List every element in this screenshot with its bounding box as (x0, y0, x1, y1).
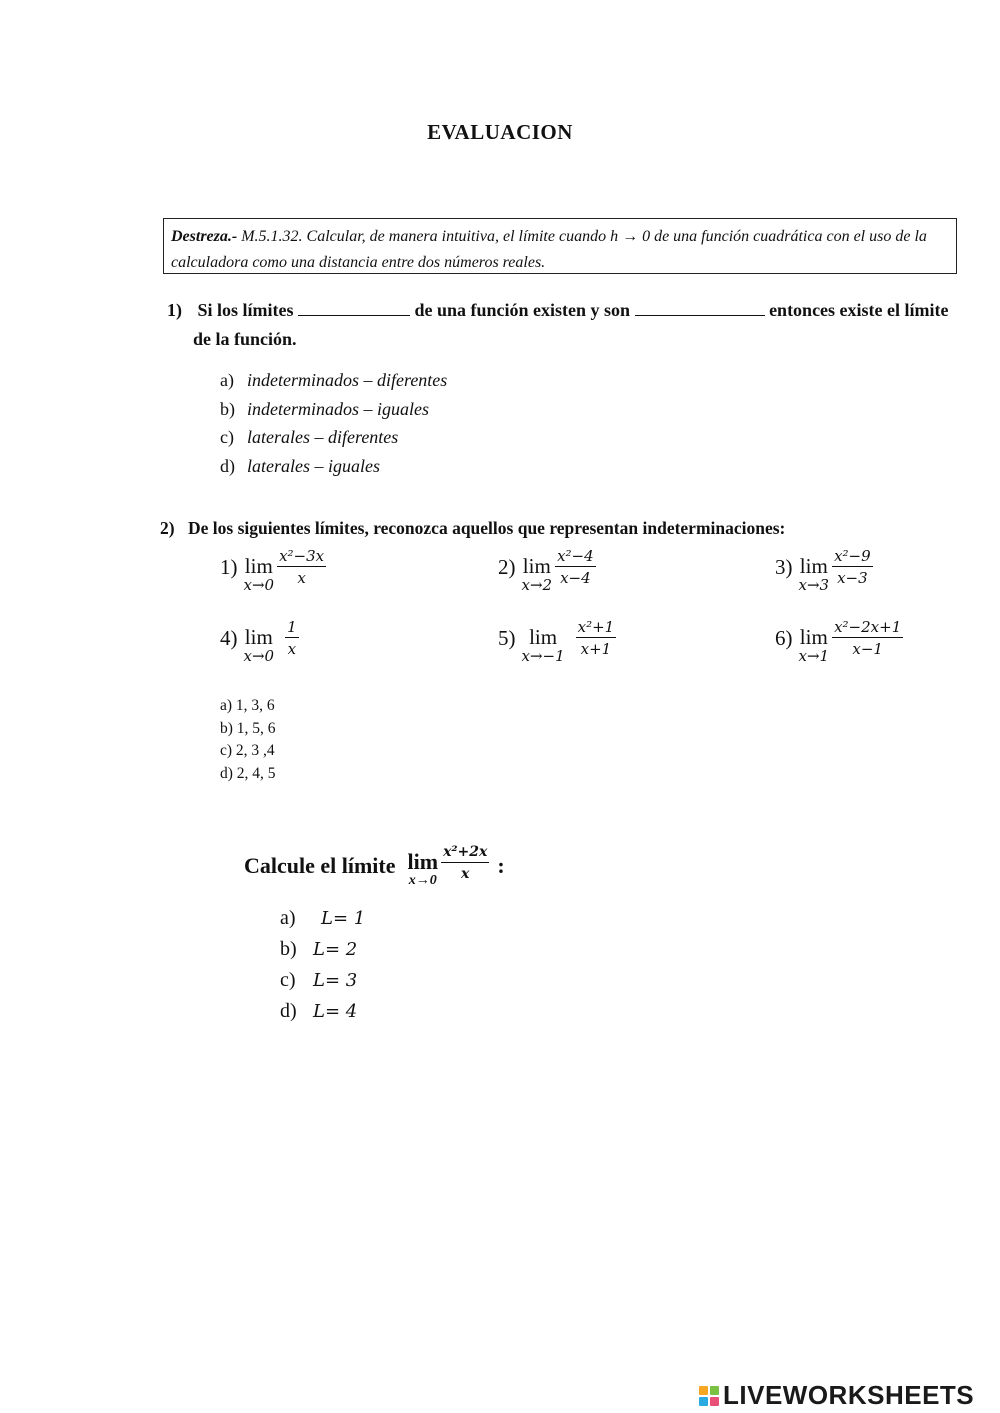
question-1-options (220, 366, 447, 480)
fraction: $\frac{\text{x²−4}}{x-4}$ (557, 547, 594, 587)
option-c[interactable]: c) 2, 3 ,4 (220, 742, 275, 759)
fraction: $\frac{\text{x²+2x}}{x}$ (443, 844, 488, 882)
limit-4: 4) lim x→0 $\frac{1}{x}$ (220, 618, 297, 665)
question-3: Calcule el límite lim x→0 $\frac{\text{x²+2x}}{x}$ : (244, 844, 505, 888)
skill-label: Destreza.- (171, 228, 238, 245)
liveworksheets-logo (699, 1380, 974, 1411)
blank-1[interactable] (298, 297, 410, 316)
fraction: $\frac{\text{x²−3x}}{x}$ (279, 547, 325, 587)
option-b[interactable]: b) 1, 5, 6 (220, 719, 276, 737)
question-1-part2: de una función existen y son (414, 300, 631, 320)
limit-5: 5) lim x→−1 $\frac{\text{x²+1}}{x+1}$ (498, 618, 615, 665)
skill-text: M.5.1.32. Calcular, de manera intuitiva, el límite cuando h → 0 de una función cuadrática con el uso de la calculadora como una distancia entre dos números reales. (171, 228, 927, 271)
limit-2: 2) lim x→2 $\frac{\text{x²−4}}{x-4}$ (498, 547, 594, 594)
option-a[interactable]: a) L= 1 (280, 907, 366, 929)
page-title: EVALUACION (427, 120, 573, 144)
option-c[interactable]: c) L= 3 (280, 969, 358, 991)
fraction: $\frac{\text{x²−9}}{x-3}$ (834, 547, 871, 587)
option-c[interactable]: c) laterales – diferentes (220, 427, 399, 447)
limit-6: 6) lim x→1 $\frac{\text{x²−2x+1}}{x-1}$ (775, 618, 902, 665)
logo-grid-icon (699, 1386, 719, 1406)
question-1-part4: de la función. (193, 329, 297, 349)
skill-box (163, 218, 957, 274)
option-b[interactable]: b) L= 2 (280, 938, 358, 960)
option-b[interactable]: b) indeterminados – iguales (220, 398, 429, 419)
brand-name: LIVEWORKSHEETS (723, 1380, 975, 1410)
question-2-number: 2) (160, 518, 175, 538)
question-1-part3: entonces existe el límite (769, 300, 949, 320)
question-1-part1: Si los límites (197, 300, 294, 320)
fraction: $\frac{\text{x²+1}}{x+1}$ (577, 618, 615, 658)
question-2-options (220, 695, 276, 785)
option-d[interactable]: d) 2, 4, 5 (220, 764, 276, 782)
question-1-number: 1) (167, 300, 182, 320)
question-1 (167, 296, 957, 354)
option-d[interactable]: d) laterales – iguales (220, 455, 380, 476)
limit-3: 3) lim x→3 $\frac{\text{x²−9}}{x-3}$ (775, 547, 871, 594)
option-d[interactable]: d) L= 4 (280, 1000, 358, 1022)
question-2-text: De los siguientes límites, reconozca aquellos que representan indeterminaciones: (188, 518, 786, 538)
option-a[interactable]: a) 1, 3, 6 (220, 697, 275, 714)
fraction: $\frac{1}{x}$ (287, 618, 297, 658)
fraction: $\frac{\text{x²−2x+1}}{x-1}$ (834, 618, 902, 658)
question-3-label: Calcule el límite (244, 853, 396, 878)
option-a[interactable]: a) indeterminados – diferentes (220, 370, 448, 390)
question-2 (160, 518, 785, 539)
question-3-options (280, 903, 365, 1027)
blank-2[interactable] (635, 297, 765, 316)
limit-1: 1) lim x→0 $\frac{\text{x²−3x}}{x}$ (220, 547, 325, 594)
